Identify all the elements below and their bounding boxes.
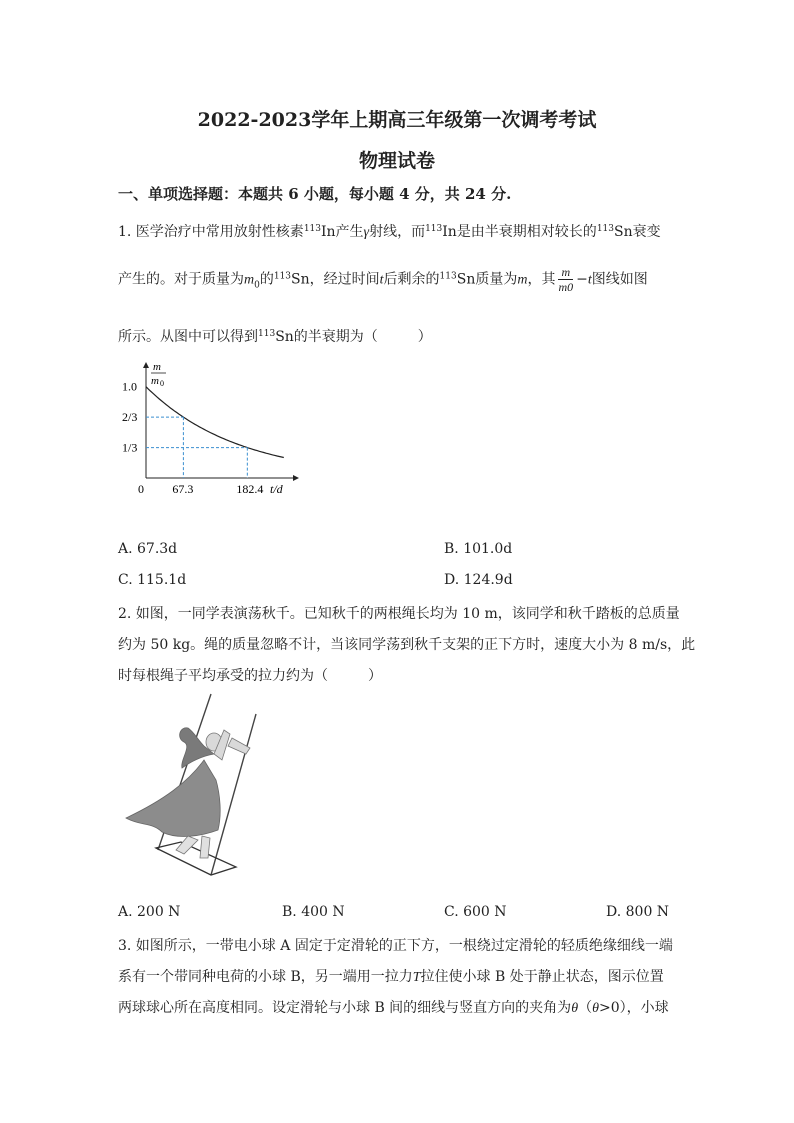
- q2-option-a[interactable]: A. 200 N: [118, 904, 181, 920]
- section-heading: 一、单项选择题：本题共 6 小题，每小题 4 分，共 24 分.: [118, 185, 512, 203]
- x-axis-label: t/d: [270, 482, 283, 496]
- y-tick-label: 1/3: [122, 440, 138, 455]
- q2-line1: 2. 如图，一同学表演荡秋千。已知秋千的两根绳长均为 10 m，该同学和秋千踏板的总质量: [118, 606, 680, 622]
- y-tick-label: 1.0: [122, 379, 137, 394]
- x-tick-label: 182.4: [236, 482, 264, 496]
- y-tick-label: 2/3: [122, 410, 138, 425]
- q2-option-c[interactable]: C. 600 N: [444, 904, 507, 920]
- fraction-m-over-m0: $\frac{m}{m0}$: [558, 265, 574, 294]
- y-axis-label-num: m: [153, 361, 161, 373]
- q1-line3: 所示。从图中可以得到$^{113}$Sn的半衰期为（ ）: [118, 329, 432, 345]
- y-axis-label-sub: 0: [160, 379, 164, 388]
- q1-option-b[interactable]: B. 101.0d: [444, 541, 513, 557]
- exam-subtitle: 物理试卷: [358, 150, 435, 172]
- q3-line3: 两球球心所在高度相同。设定滑轮与小球 B 间的细线与竖直方向的夹角为θ（θ>0），小球: [118, 1000, 669, 1016]
- q2-line2: 约为 50 kg。绳的质量忽略不计，当该同学荡到秋千支架的正下方时，速度大小为 8 m/s，此: [118, 637, 696, 653]
- q1-option-a[interactable]: A. 67.3d: [118, 541, 178, 557]
- q1-line2: 产生的。对于质量为$m_0$的$^{113}$Sn，经过时间t后剩余的$^{113}$Sn质量为m，其 $\frac{m}{m0}$ −t图线如图: [118, 265, 648, 294]
- q3-line2: 系有一个带同种电荷的小球 B，另一端用一拉力T拉住使小球 B 处于静止状态，图示位置: [118, 969, 664, 985]
- swing-seat: [156, 842, 236, 875]
- girl-figure: [126, 728, 250, 858]
- q2-line3: 时每根绳子平均承受的拉力约为（ ）: [118, 668, 382, 684]
- decay-curve: [146, 387, 284, 458]
- q1-option-c[interactable]: C. 115.1d: [118, 572, 187, 588]
- q1-option-d[interactable]: D. 124.9d: [444, 572, 513, 588]
- exam-title: 2022-2023学年上期高三年级第一次调考考试: [197, 109, 597, 131]
- q2-option-b[interactable]: B. 400 N: [282, 904, 345, 920]
- x-tick-label: 67.3: [172, 482, 194, 496]
- q1-line1: 1. 医学治疗中常用放射性核素$^{113}$In产生γ射线，而$^{113}$In是由半衰期相对较长的$^{113}$Sn衰变: [118, 224, 661, 240]
- swing-illustration: [118, 690, 278, 890]
- q3-line1: 3. 如图所示，一带电小球 A 固定于定滑轮的正下方，一根绕过定滑轮的轻质绝缘细线一端: [118, 938, 673, 954]
- y-axis-label-den: m: [151, 375, 159, 387]
- q2-option-d[interactable]: D. 800 N: [606, 904, 670, 920]
- decay-chart: [118, 355, 308, 505]
- x-tick-label: 0: [138, 482, 144, 496]
